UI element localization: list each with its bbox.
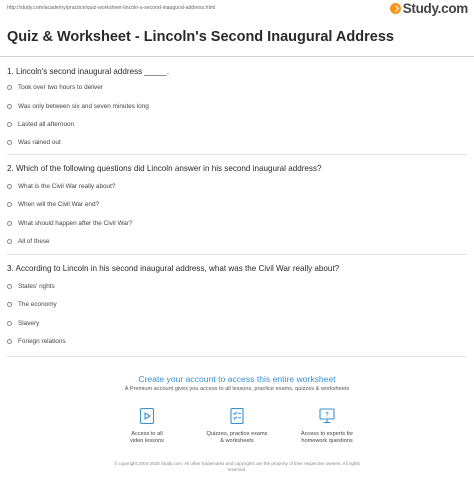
option-label: Took over two hours to deliver [18, 83, 103, 91]
signup-cta [0, 368, 474, 486]
radio-icon[interactable] [7, 221, 12, 226]
feature-video-lessons [97, 406, 197, 445]
option-3-4[interactable] [7, 336, 66, 346]
feature-label: Access to experts for homework questions [300, 431, 354, 444]
option-label: What is the Civil War really about? [18, 182, 116, 190]
title-bar [0, 18, 474, 57]
feature-label: Access to all video lessons [130, 431, 164, 444]
option-label: All of these [18, 237, 50, 245]
feature-experts [277, 406, 377, 445]
option-label: Was rained out [18, 138, 61, 146]
radio-icon[interactable] [7, 321, 12, 326]
quiz-icon [227, 406, 247, 426]
option-label: States' rights [18, 282, 55, 290]
option-1-3[interactable] [7, 119, 74, 129]
option-label: The economy [18, 300, 57, 308]
question-1: 1. Lincoln's second inaugural address _____. [7, 67, 170, 76]
option-3-2[interactable] [7, 299, 57, 309]
option-label: Slavery [18, 319, 40, 327]
study-logo[interactable] [390, 1, 468, 16]
option-label: Foreign relations [18, 337, 66, 345]
radio-icon[interactable] [7, 140, 12, 145]
radio-icon[interactable] [7, 104, 12, 109]
page-title: Quiz & Worksheet - Lincoln's Second Inaugural Address [7, 29, 394, 45]
radio-icon[interactable] [7, 239, 12, 244]
radio-icon[interactable] [7, 339, 12, 344]
question-divider [7, 254, 467, 255]
radio-icon[interactable] [7, 122, 12, 127]
video-lesson-icon [137, 406, 157, 426]
option-2-4[interactable] [7, 236, 50, 246]
option-label: When will the Civil War end? [18, 200, 100, 208]
option-2-1[interactable] [7, 181, 115, 191]
option-1-2[interactable] [7, 101, 149, 111]
option-2-3[interactable] [7, 218, 133, 228]
radio-icon[interactable] [7, 284, 12, 289]
question-divider [7, 154, 467, 155]
option-label: Was only between six and seven minutes long [18, 102, 149, 110]
copyright-notice: © copyright 2003-2020 Study.com. All other trademarks and copyrights are the property of their respective owners. All rights reserved. [114, 461, 360, 472]
page-url: http://study.com/academy/practice/quiz-worksheet-lincoln-s-second-inaugural-address.html [7, 5, 216, 11]
section-divider [7, 356, 467, 357]
cta-subtitle: A Premium account gives you access to all lessons, practice exams, quizzes & worksheets [124, 386, 350, 392]
question-3: 3. According to Lincoln in his second inaugural address, what was the Civil War really about? [7, 264, 340, 273]
experts-icon [317, 406, 337, 426]
option-2-2[interactable] [7, 199, 99, 209]
feature-label: Quizzes, practice exams & worksheets [206, 431, 268, 444]
question-2: 2. Which of the following questions did Lincoln answer in his second inaugural address? [7, 164, 322, 173]
option-label: Lasted all afternoon [18, 120, 75, 128]
cta-title[interactable]: Create your account to access this entire worksheet [138, 374, 336, 384]
svg-text:?: ? [325, 412, 329, 419]
radio-icon[interactable] [7, 202, 12, 207]
option-1-1[interactable] [7, 82, 103, 92]
radio-icon[interactable] [7, 184, 12, 189]
radio-icon[interactable] [7, 85, 12, 90]
option-3-1[interactable] [7, 281, 55, 291]
study-logo-icon [390, 3, 401, 14]
top-bar [0, 0, 474, 18]
option-3-3[interactable] [7, 318, 39, 328]
option-label: What should happen after the Civil War? [18, 219, 133, 227]
logo-text: Study.com [402, 1, 468, 16]
radio-icon[interactable] [7, 302, 12, 307]
option-1-4[interactable] [7, 137, 61, 147]
feature-quizzes [187, 406, 287, 445]
